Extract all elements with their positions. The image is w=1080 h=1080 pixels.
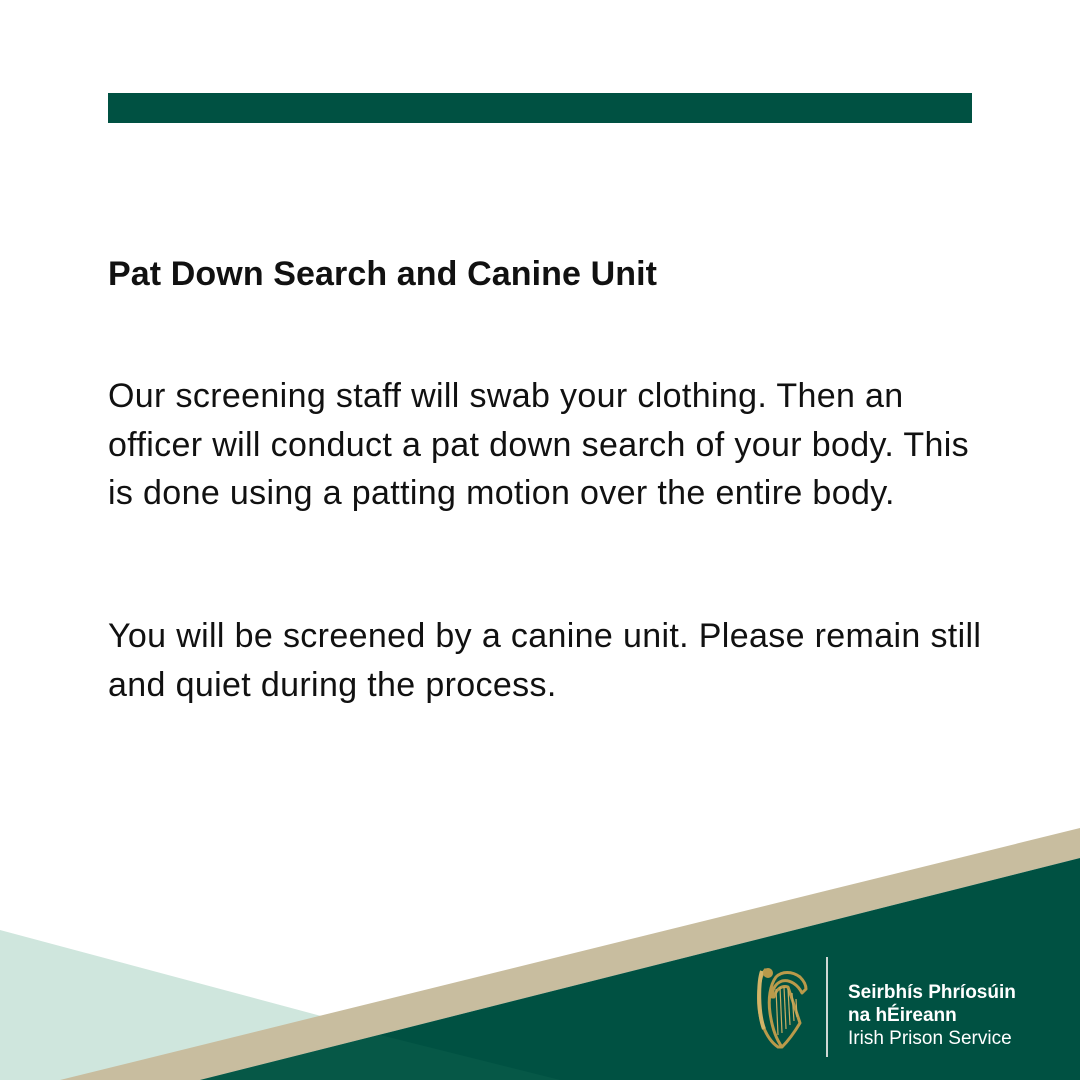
logo-line-irish-2: na hÉireann <box>848 1005 957 1026</box>
logo-line-english: Irish Prison Service <box>848 1028 1012 1049</box>
logo-line-irish-1: Seirbhís Phríosúin <box>848 982 1016 1003</box>
page-title: Pat Down Search and Canine Unit <box>108 255 658 293</box>
paragraph-swab-pat-down: Our screening staff will swab your clothing. Then an officer will conduct a pat down search of your body. This is done using a patting motion over the entire body. <box>108 377 969 512</box>
logo-wordmark <box>848 981 1016 1050</box>
logo-divider <box>826 957 828 1057</box>
paragraph-canine-unit: You will be screened by a canine unit. Please remain still and quiet during the process. <box>108 617 982 704</box>
irish-prison-service-logo <box>748 955 1048 1060</box>
harp-icon <box>752 963 810 1049</box>
